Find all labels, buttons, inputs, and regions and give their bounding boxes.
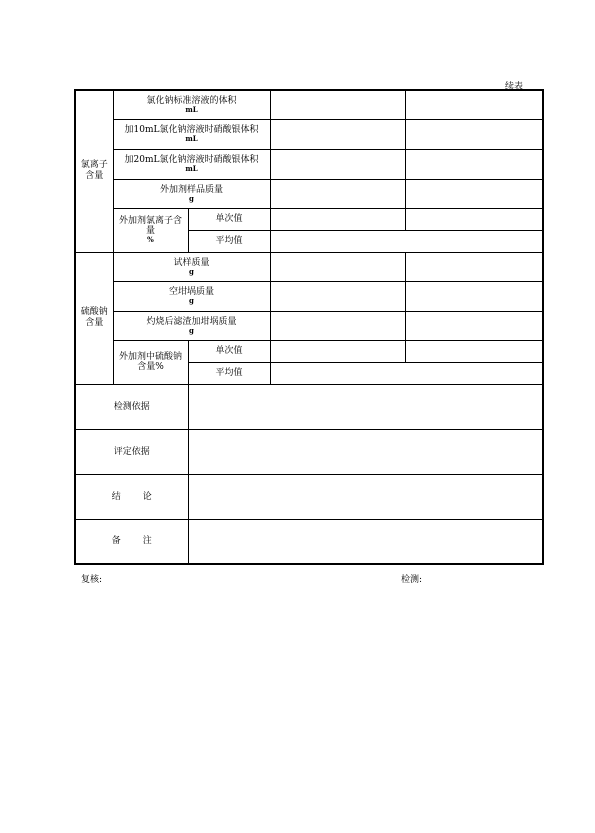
chloride-row-3-label: 加20mL氯化钠溶液时硝酸银体积 mL bbox=[113, 149, 270, 179]
evaluation-label: 评定依据 bbox=[75, 429, 188, 474]
sulfate-row-3-value-2[interactable] bbox=[405, 311, 543, 340]
sulfate-average-value[interactable] bbox=[270, 362, 543, 384]
chloride-row-1-value-2[interactable] bbox=[405, 90, 543, 119]
remarks-value[interactable] bbox=[188, 519, 543, 564]
chloride-row-4-value-2[interactable] bbox=[405, 179, 543, 208]
chloride-single-row bbox=[75, 208, 543, 230]
chloride-average-label: 平均值 bbox=[188, 230, 270, 252]
chloride-row-3-value-2[interactable] bbox=[405, 149, 543, 179]
basis-value[interactable] bbox=[188, 384, 543, 429]
sulfate-single-value-2[interactable] bbox=[405, 340, 543, 362]
chloride-row-4 bbox=[75, 179, 543, 208]
sulfate-result-label: 外加剂中硫酸钠含量% bbox=[113, 340, 188, 384]
basis-label: 检测依据 bbox=[75, 384, 188, 429]
sulfate-row-2-value-1[interactable] bbox=[270, 281, 405, 311]
continuation-label: 续表 bbox=[505, 82, 524, 92]
basis-row bbox=[75, 384, 543, 429]
chloride-row-1-label: 氯化钠标准溶液的体积 mL bbox=[113, 90, 270, 119]
chloride-row-2 bbox=[75, 119, 543, 149]
chloride-row-4-value-1[interactable] bbox=[270, 179, 405, 208]
remarks-label: 备 注 bbox=[75, 519, 188, 564]
chloride-single-label: 单次值 bbox=[188, 208, 270, 230]
reviewer-label: 复核: bbox=[81, 575, 103, 585]
conclusion-label: 结 论 bbox=[75, 474, 188, 519]
sulfate-row-1-value-2[interactable] bbox=[405, 252, 543, 281]
chloride-row-4-label: 外加剂样品质量 g bbox=[113, 179, 270, 208]
sulfate-row-1-value-1[interactable] bbox=[270, 252, 405, 281]
sulfate-row-2 bbox=[75, 281, 543, 311]
sulfate-single-row bbox=[75, 340, 543, 362]
conclusion-row bbox=[75, 474, 543, 519]
chloride-row-2-value-1[interactable] bbox=[270, 119, 405, 149]
chloride-result-label: 外加剂氯离子含量 % bbox=[113, 208, 188, 252]
test-record-table bbox=[74, 89, 544, 565]
sulfate-row-2-value-2[interactable] bbox=[405, 281, 543, 311]
chloride-single-value-2[interactable] bbox=[405, 208, 543, 230]
evaluation-row bbox=[75, 429, 543, 474]
sulfate-row-1-label: 试样质量 g bbox=[113, 252, 270, 281]
conclusion-value[interactable] bbox=[188, 474, 543, 519]
chloride-row-3 bbox=[75, 149, 543, 179]
sulfate-row-1 bbox=[75, 252, 543, 281]
chloride-row-3-value-1[interactable] bbox=[270, 149, 405, 179]
sulfate-row-3-label: 灼烧后滤渣加坩埚质量 g bbox=[113, 311, 270, 340]
chloride-row-2-value-2[interactable] bbox=[405, 119, 543, 149]
sulfate-row-2-label: 空坩埚质量 g bbox=[113, 281, 270, 311]
chloride-average-value[interactable] bbox=[270, 230, 543, 252]
remarks-row bbox=[75, 519, 543, 564]
sulfate-average-label: 平均值 bbox=[188, 362, 270, 384]
tester-label: 检测: bbox=[401, 575, 423, 585]
sulfate-row-3-value-1[interactable] bbox=[270, 311, 405, 340]
chloride-group-label: 氯离子含量 bbox=[75, 90, 113, 252]
chloride-single-value-1[interactable] bbox=[270, 208, 405, 230]
sulfate-group-label: 硫酸钠含量 bbox=[75, 252, 113, 384]
sulfate-single-label: 单次值 bbox=[188, 340, 270, 362]
chloride-row-1 bbox=[75, 90, 543, 119]
sulfate-single-value-1[interactable] bbox=[270, 340, 405, 362]
evaluation-value[interactable] bbox=[188, 429, 543, 474]
sulfate-row-3 bbox=[75, 311, 543, 340]
chloride-row-1-value-1[interactable] bbox=[270, 90, 405, 119]
chloride-row-2-label: 加10mL氯化钠溶液时硝酸银体积 mL bbox=[113, 119, 270, 149]
